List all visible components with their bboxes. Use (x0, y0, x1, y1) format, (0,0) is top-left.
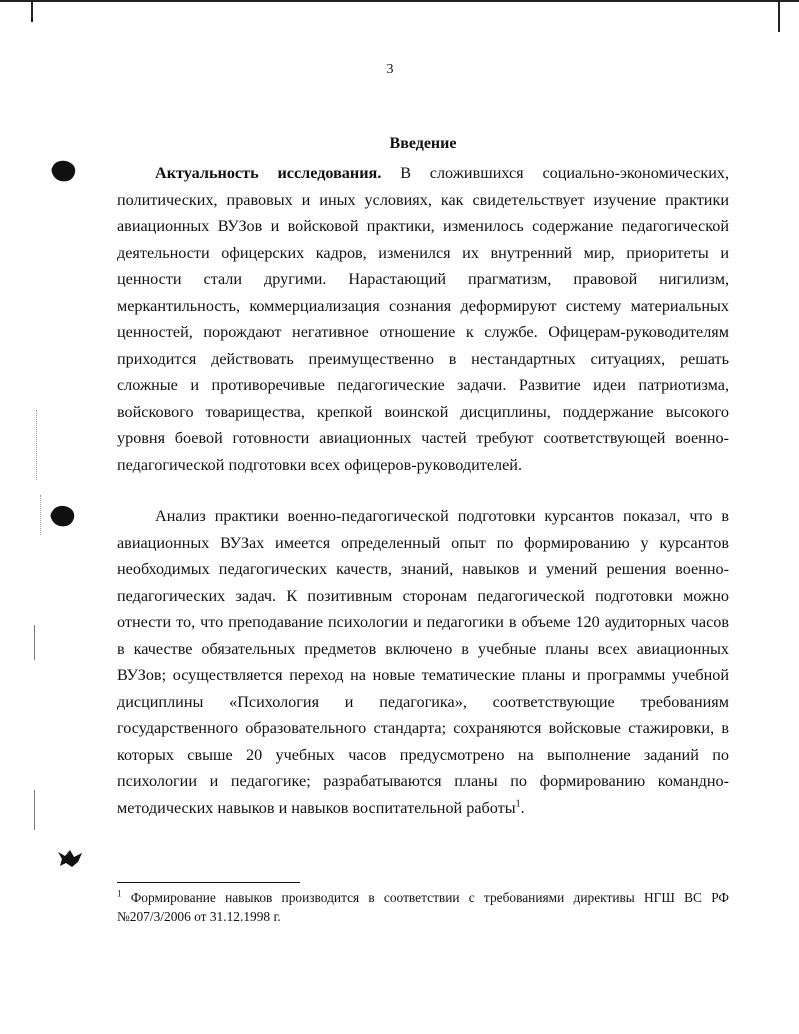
paragraph-relevance (117, 160, 729, 478)
footnote-number: 1 (117, 888, 122, 899)
paragraph-lead: Актуальность исследования. (155, 164, 382, 182)
footnote (117, 888, 729, 926)
page-number: 3 (386, 62, 394, 77)
scan-noise-2 (40, 495, 44, 535)
paragraph-analysis (117, 503, 729, 821)
section-title: Введение (389, 135, 457, 152)
scan-edge-left (31, 0, 33, 22)
paragraph-end: . (520, 798, 525, 817)
margin-line-1 (34, 625, 35, 660)
footnote-text: Формирование навыков производится в соответствии с требованиями директивы НГШ ВС РФ №207/3/2006 от 31.12.1998 г. (117, 890, 729, 924)
punch-mark-2 (48, 502, 78, 530)
paragraph-text: В сложившихся социально-экономических, политических, правовых и иных условиях, как свидетельствует изучение практики авиационных ВУЗов и войсковой практики, изменилось содержание педагогической деятельности офицерских кадров, изменился их внутренний мир, приоритеты и ценности стали другими. Нарастающий прагматизм, правовой нигилизм, меркантильность, коммерциализация сознания деформируют систему материальных ценностей, порождают негативное отношение к службе. Офицерам-руководителям приходится действовать преимущественно в нестандартных ситуациях, решать сложные и противоречивые педагогические задачи. Развитие идеи патриотизма, войскового товарищества, крепкой воинской дисциплины, поддержание высокого уровня боевой готовности авиационных частей требуют соответствующей военно-педагогической подготовки всех офицеров-руководителей. (117, 164, 729, 474)
scan-noise-1 (36, 410, 40, 480)
margin-line-2 (34, 790, 35, 830)
footnote-divider (117, 882, 300, 883)
punch-mark-1 (50, 158, 78, 184)
paragraph-text: Анализ практики военно-педагогической подготовки курсантов показал, что в авиационных ВУЗах имеется определенный опыт по формированию у курсантов необходимых педагогических качеств, знаний, навыков и умений решения военно-педагогических задач. К позитивным сторонам педагогической подготовки можно отнести то, что преподавание психологии и педагогики в объеме 120 аудиторных часов в качестве обязательных предметов включено в учебные планы всех авиационных ВУЗов; осуществляется переход на новые тематические планы и программы учебной дисциплины «Психология и педагогика», соответствующие требованиям государственного образовательного стандарта; сохраняются войсковые стажировки, в которых свыше 20 учебных часов предусмотрено на выполнение заданий по психологии и педагогике; разрабатываются планы по формированию командно-методических навыков и навыков воспитательной работы (117, 507, 729, 817)
punch-mark-3 (56, 848, 84, 870)
scan-edge-top (0, 0, 799, 2)
scan-edge-right (778, 0, 780, 32)
footnote-reference: 1 (515, 798, 521, 810)
